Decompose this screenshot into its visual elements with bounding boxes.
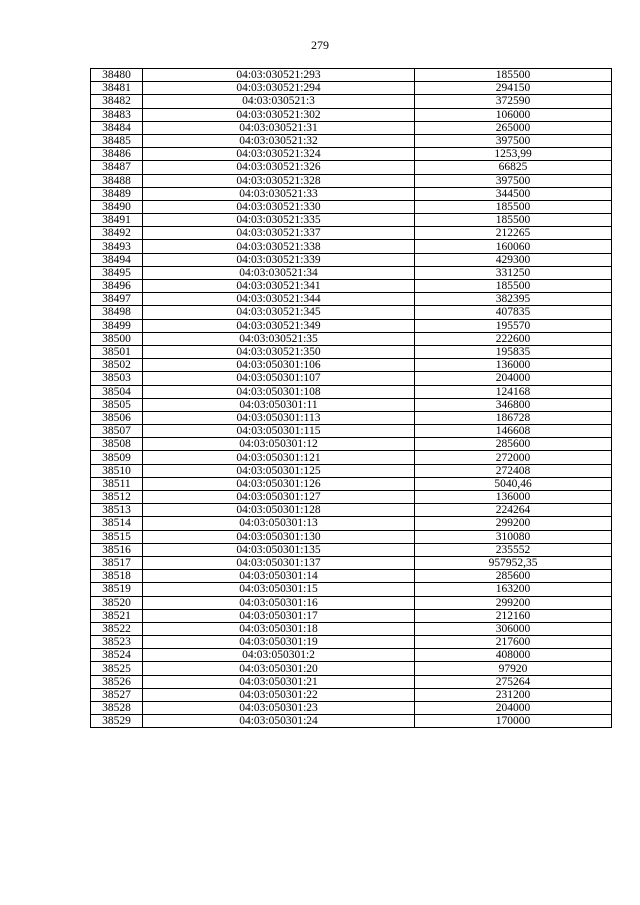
- table-row: [91, 702, 612, 715]
- value-cell: 407835: [415, 306, 612, 319]
- table-row: [91, 411, 612, 424]
- row-number-cell: 38524: [91, 649, 143, 662]
- value-cell: 212160: [415, 609, 612, 622]
- row-number-cell: 38526: [91, 675, 143, 688]
- table-row: [91, 174, 612, 187]
- value-cell: 272408: [415, 464, 612, 477]
- page-number: 279: [311, 38, 329, 52]
- row-number-cell: 38493: [91, 240, 143, 253]
- table-row: [91, 491, 612, 504]
- cadastral-number-cell: 04:03:030521:302: [143, 108, 415, 121]
- row-number-cell: 38508: [91, 438, 143, 451]
- cadastral-number-cell: 04:03:030521:31: [143, 121, 415, 134]
- row-number-cell: 38512: [91, 491, 143, 504]
- cadastral-number-cell: 04:03:030521:35: [143, 332, 415, 345]
- table-row: [91, 345, 612, 358]
- table-row: [91, 530, 612, 543]
- value-cell: 299200: [415, 596, 612, 609]
- cadastral-number-cell: 04:03:050301:24: [143, 715, 415, 728]
- row-number-cell: 38510: [91, 464, 143, 477]
- value-cell: 170000: [415, 715, 612, 728]
- table-row: [91, 570, 612, 583]
- table-row: [91, 596, 612, 609]
- table-row: [91, 266, 612, 279]
- cadastral-number-cell: 04:03:050301:17: [143, 609, 415, 622]
- value-cell: 185500: [415, 214, 612, 227]
- table-row: [91, 306, 612, 319]
- cadastral-number-cell: 04:03:050301:2: [143, 649, 415, 662]
- table-row: [91, 148, 612, 161]
- table-row: [91, 556, 612, 569]
- row-number-cell: 38506: [91, 411, 143, 424]
- table-row: [91, 280, 612, 293]
- table-row: [91, 359, 612, 372]
- row-number-cell: 38496: [91, 280, 143, 293]
- cadastral-number-cell: 04:03:030521:335: [143, 214, 415, 227]
- value-cell: 186728: [415, 411, 612, 424]
- value-cell: 160060: [415, 240, 612, 253]
- cadastral-number-cell: 04:03:050301:11: [143, 398, 415, 411]
- row-number-cell: 38523: [91, 636, 143, 649]
- row-number-cell: 38498: [91, 306, 143, 319]
- table-row: [91, 622, 612, 635]
- table-row: [91, 293, 612, 306]
- cadastral-number-cell: 04:03:030521:324: [143, 148, 415, 161]
- table-row: [91, 69, 612, 82]
- row-number-cell: 38515: [91, 530, 143, 543]
- cadastral-number-cell: 04:03:030521:337: [143, 227, 415, 240]
- cadastral-number-cell: 04:03:030521:344: [143, 293, 415, 306]
- row-number-cell: 38482: [91, 95, 143, 108]
- row-number-cell: 38509: [91, 451, 143, 464]
- value-cell: 265000: [415, 121, 612, 134]
- row-number-cell: 38511: [91, 477, 143, 490]
- cadastral-number-cell: 04:03:050301:127: [143, 491, 415, 504]
- cadastral-number-cell: 04:03:030521:338: [143, 240, 415, 253]
- table-row: [91, 200, 612, 213]
- cadastral-number-cell: 04:03:030521:293: [143, 69, 415, 82]
- cadastral-number-cell: 04:03:030521:328: [143, 174, 415, 187]
- table-row: [91, 240, 612, 253]
- table-row: [91, 108, 612, 121]
- table-row: [91, 332, 612, 345]
- table-row: [91, 385, 612, 398]
- table-row: [91, 649, 612, 662]
- cadastral-number-cell: 04:03:030521:326: [143, 161, 415, 174]
- table-row: [91, 477, 612, 490]
- row-number-cell: 38504: [91, 385, 143, 398]
- table-row: [91, 398, 612, 411]
- value-cell: 222600: [415, 332, 612, 345]
- table-row: [91, 95, 612, 108]
- row-number-cell: 38516: [91, 543, 143, 556]
- table-row: [91, 372, 612, 385]
- cadastral-number-cell: 04:03:030521:3: [143, 95, 415, 108]
- row-number-cell: 38502: [91, 359, 143, 372]
- cadastral-number-cell: 04:03:030521:349: [143, 319, 415, 332]
- value-cell: 212265: [415, 227, 612, 240]
- table-row: [91, 583, 612, 596]
- row-number-cell: 38513: [91, 504, 143, 517]
- row-number-cell: 38522: [91, 622, 143, 635]
- table-row: [91, 121, 612, 134]
- value-cell: 429300: [415, 253, 612, 266]
- cadastral-number-cell: 04:03:050301:135: [143, 543, 415, 556]
- cadastral-number-cell: 04:03:050301:22: [143, 688, 415, 701]
- cadastral-number-cell: 04:03:050301:126: [143, 477, 415, 490]
- table-body: [91, 69, 612, 728]
- row-number-cell: 38487: [91, 161, 143, 174]
- value-cell: 397500: [415, 174, 612, 187]
- cadastral-number-cell: 04:03:050301:19: [143, 636, 415, 649]
- table-row: [91, 517, 612, 530]
- row-number-cell: 38514: [91, 517, 143, 530]
- value-cell: 5040,46: [415, 477, 612, 490]
- row-number-cell: 38495: [91, 266, 143, 279]
- value-cell: 344500: [415, 187, 612, 200]
- cadastral-number-cell: 04:03:050301:106: [143, 359, 415, 372]
- value-cell: 372590: [415, 95, 612, 108]
- row-number-cell: 38525: [91, 662, 143, 675]
- table-row: [91, 161, 612, 174]
- row-number-cell: 38488: [91, 174, 143, 187]
- value-cell: 217600: [415, 636, 612, 649]
- value-cell: 382395: [415, 293, 612, 306]
- value-cell: 346800: [415, 398, 612, 411]
- value-cell: 1253,99: [415, 148, 612, 161]
- cadastral-number-cell: 04:03:050301:113: [143, 411, 415, 424]
- cadastral-number-cell: 04:03:030521:341: [143, 280, 415, 293]
- table-row: [91, 715, 612, 728]
- value-cell: 185500: [415, 200, 612, 213]
- table-row: [91, 688, 612, 701]
- row-number-cell: 38519: [91, 583, 143, 596]
- cadastral-number-cell: 04:03:050301:12: [143, 438, 415, 451]
- value-cell: 272000: [415, 451, 612, 464]
- table-row: [91, 227, 612, 240]
- value-cell: 224264: [415, 504, 612, 517]
- row-number-cell: 38528: [91, 702, 143, 715]
- row-number-cell: 38517: [91, 556, 143, 569]
- table-row: [91, 82, 612, 95]
- cadastral-number-cell: 04:03:030521:294: [143, 82, 415, 95]
- value-cell: 306000: [415, 622, 612, 635]
- value-cell: 331250: [415, 266, 612, 279]
- row-number-cell: 38501: [91, 345, 143, 358]
- cadastral-number-cell: 04:03:050301:14: [143, 570, 415, 583]
- table-row: [91, 134, 612, 147]
- row-number-cell: 38483: [91, 108, 143, 121]
- row-number-cell: 38490: [91, 200, 143, 213]
- row-number-cell: 38491: [91, 214, 143, 227]
- value-cell: 146608: [415, 425, 612, 438]
- cadastral-number-cell: 04:03:030521:32: [143, 134, 415, 147]
- cadastral-number-cell: 04:03:050301:130: [143, 530, 415, 543]
- table-row: [91, 504, 612, 517]
- cadastral-number-cell: 04:03:050301:20: [143, 662, 415, 675]
- table-row: [91, 187, 612, 200]
- value-cell: 231200: [415, 688, 612, 701]
- value-cell: 294150: [415, 82, 612, 95]
- row-number-cell: 38521: [91, 609, 143, 622]
- table-row: [91, 543, 612, 556]
- cadastral-number-cell: 04:03:030521:345: [143, 306, 415, 319]
- table-row: [91, 438, 612, 451]
- cadastral-number-cell: 04:03:050301:115: [143, 425, 415, 438]
- table-row: [91, 662, 612, 675]
- table-row: [91, 464, 612, 477]
- value-cell: 124168: [415, 385, 612, 398]
- table-row: [91, 253, 612, 266]
- value-cell: 136000: [415, 491, 612, 504]
- row-number-cell: 38492: [91, 227, 143, 240]
- cadastral-number-cell: 04:03:050301:13: [143, 517, 415, 530]
- value-cell: 195570: [415, 319, 612, 332]
- value-cell: 185500: [415, 280, 612, 293]
- row-number-cell: 38481: [91, 82, 143, 95]
- row-number-cell: 38489: [91, 187, 143, 200]
- cadastral-number-cell: 04:03:050301:108: [143, 385, 415, 398]
- value-cell: 204000: [415, 702, 612, 715]
- value-cell: 285600: [415, 438, 612, 451]
- value-cell: 204000: [415, 372, 612, 385]
- row-number-cell: 38497: [91, 293, 143, 306]
- row-number-cell: 38505: [91, 398, 143, 411]
- cadastral-number-cell: 04:03:050301:125: [143, 464, 415, 477]
- row-number-cell: 38485: [91, 134, 143, 147]
- table-row: [91, 451, 612, 464]
- cadastral-number-cell: 04:03:050301:18: [143, 622, 415, 635]
- row-number-cell: 38499: [91, 319, 143, 332]
- row-number-cell: 38527: [91, 688, 143, 701]
- cadastral-number-cell: 04:03:050301:23: [143, 702, 415, 715]
- row-number-cell: 38486: [91, 148, 143, 161]
- table-row: [91, 425, 612, 438]
- value-cell: 97920: [415, 662, 612, 675]
- cadastral-number-cell: 04:03:050301:137: [143, 556, 415, 569]
- cadastral-number-cell: 04:03:030521:330: [143, 200, 415, 213]
- row-number-cell: 38494: [91, 253, 143, 266]
- value-cell: 235552: [415, 543, 612, 556]
- cadastral-number-cell: 04:03:050301:16: [143, 596, 415, 609]
- cadastral-number-cell: 04:03:050301:107: [143, 372, 415, 385]
- row-number-cell: 38529: [91, 715, 143, 728]
- row-number-cell: 38500: [91, 332, 143, 345]
- value-cell: 397500: [415, 134, 612, 147]
- cadastral-number-cell: 04:03:030521:339: [143, 253, 415, 266]
- cadastral-value-table: [90, 68, 612, 728]
- value-cell: 66825: [415, 161, 612, 174]
- table-row: [91, 214, 612, 227]
- table-row: [91, 609, 612, 622]
- value-cell: 957952,35: [415, 556, 612, 569]
- value-cell: 185500: [415, 69, 612, 82]
- row-number-cell: 38503: [91, 372, 143, 385]
- value-cell: 275264: [415, 675, 612, 688]
- row-number-cell: 38520: [91, 596, 143, 609]
- value-cell: 299200: [415, 517, 612, 530]
- row-number-cell: 38518: [91, 570, 143, 583]
- table-row: [91, 636, 612, 649]
- cadastral-number-cell: 04:03:050301:21: [143, 675, 415, 688]
- row-number-cell: 38480: [91, 69, 143, 82]
- table-row: [91, 319, 612, 332]
- value-cell: 408000: [415, 649, 612, 662]
- cadastral-number-cell: 04:03:050301:121: [143, 451, 415, 464]
- value-cell: 310080: [415, 530, 612, 543]
- value-cell: 106000: [415, 108, 612, 121]
- cadastral-number-cell: 04:03:030521:34: [143, 266, 415, 279]
- table-row: [91, 675, 612, 688]
- value-cell: 195835: [415, 345, 612, 358]
- value-cell: 136000: [415, 359, 612, 372]
- cadastral-number-cell: 04:03:030521:350: [143, 345, 415, 358]
- row-number-cell: 38484: [91, 121, 143, 134]
- cadastral-number-cell: 04:03:050301:128: [143, 504, 415, 517]
- value-cell: 285600: [415, 570, 612, 583]
- cadastral-number-cell: 04:03:050301:15: [143, 583, 415, 596]
- cadastral-number-cell: 04:03:030521:33: [143, 187, 415, 200]
- row-number-cell: 38507: [91, 425, 143, 438]
- value-cell: 163200: [415, 583, 612, 596]
